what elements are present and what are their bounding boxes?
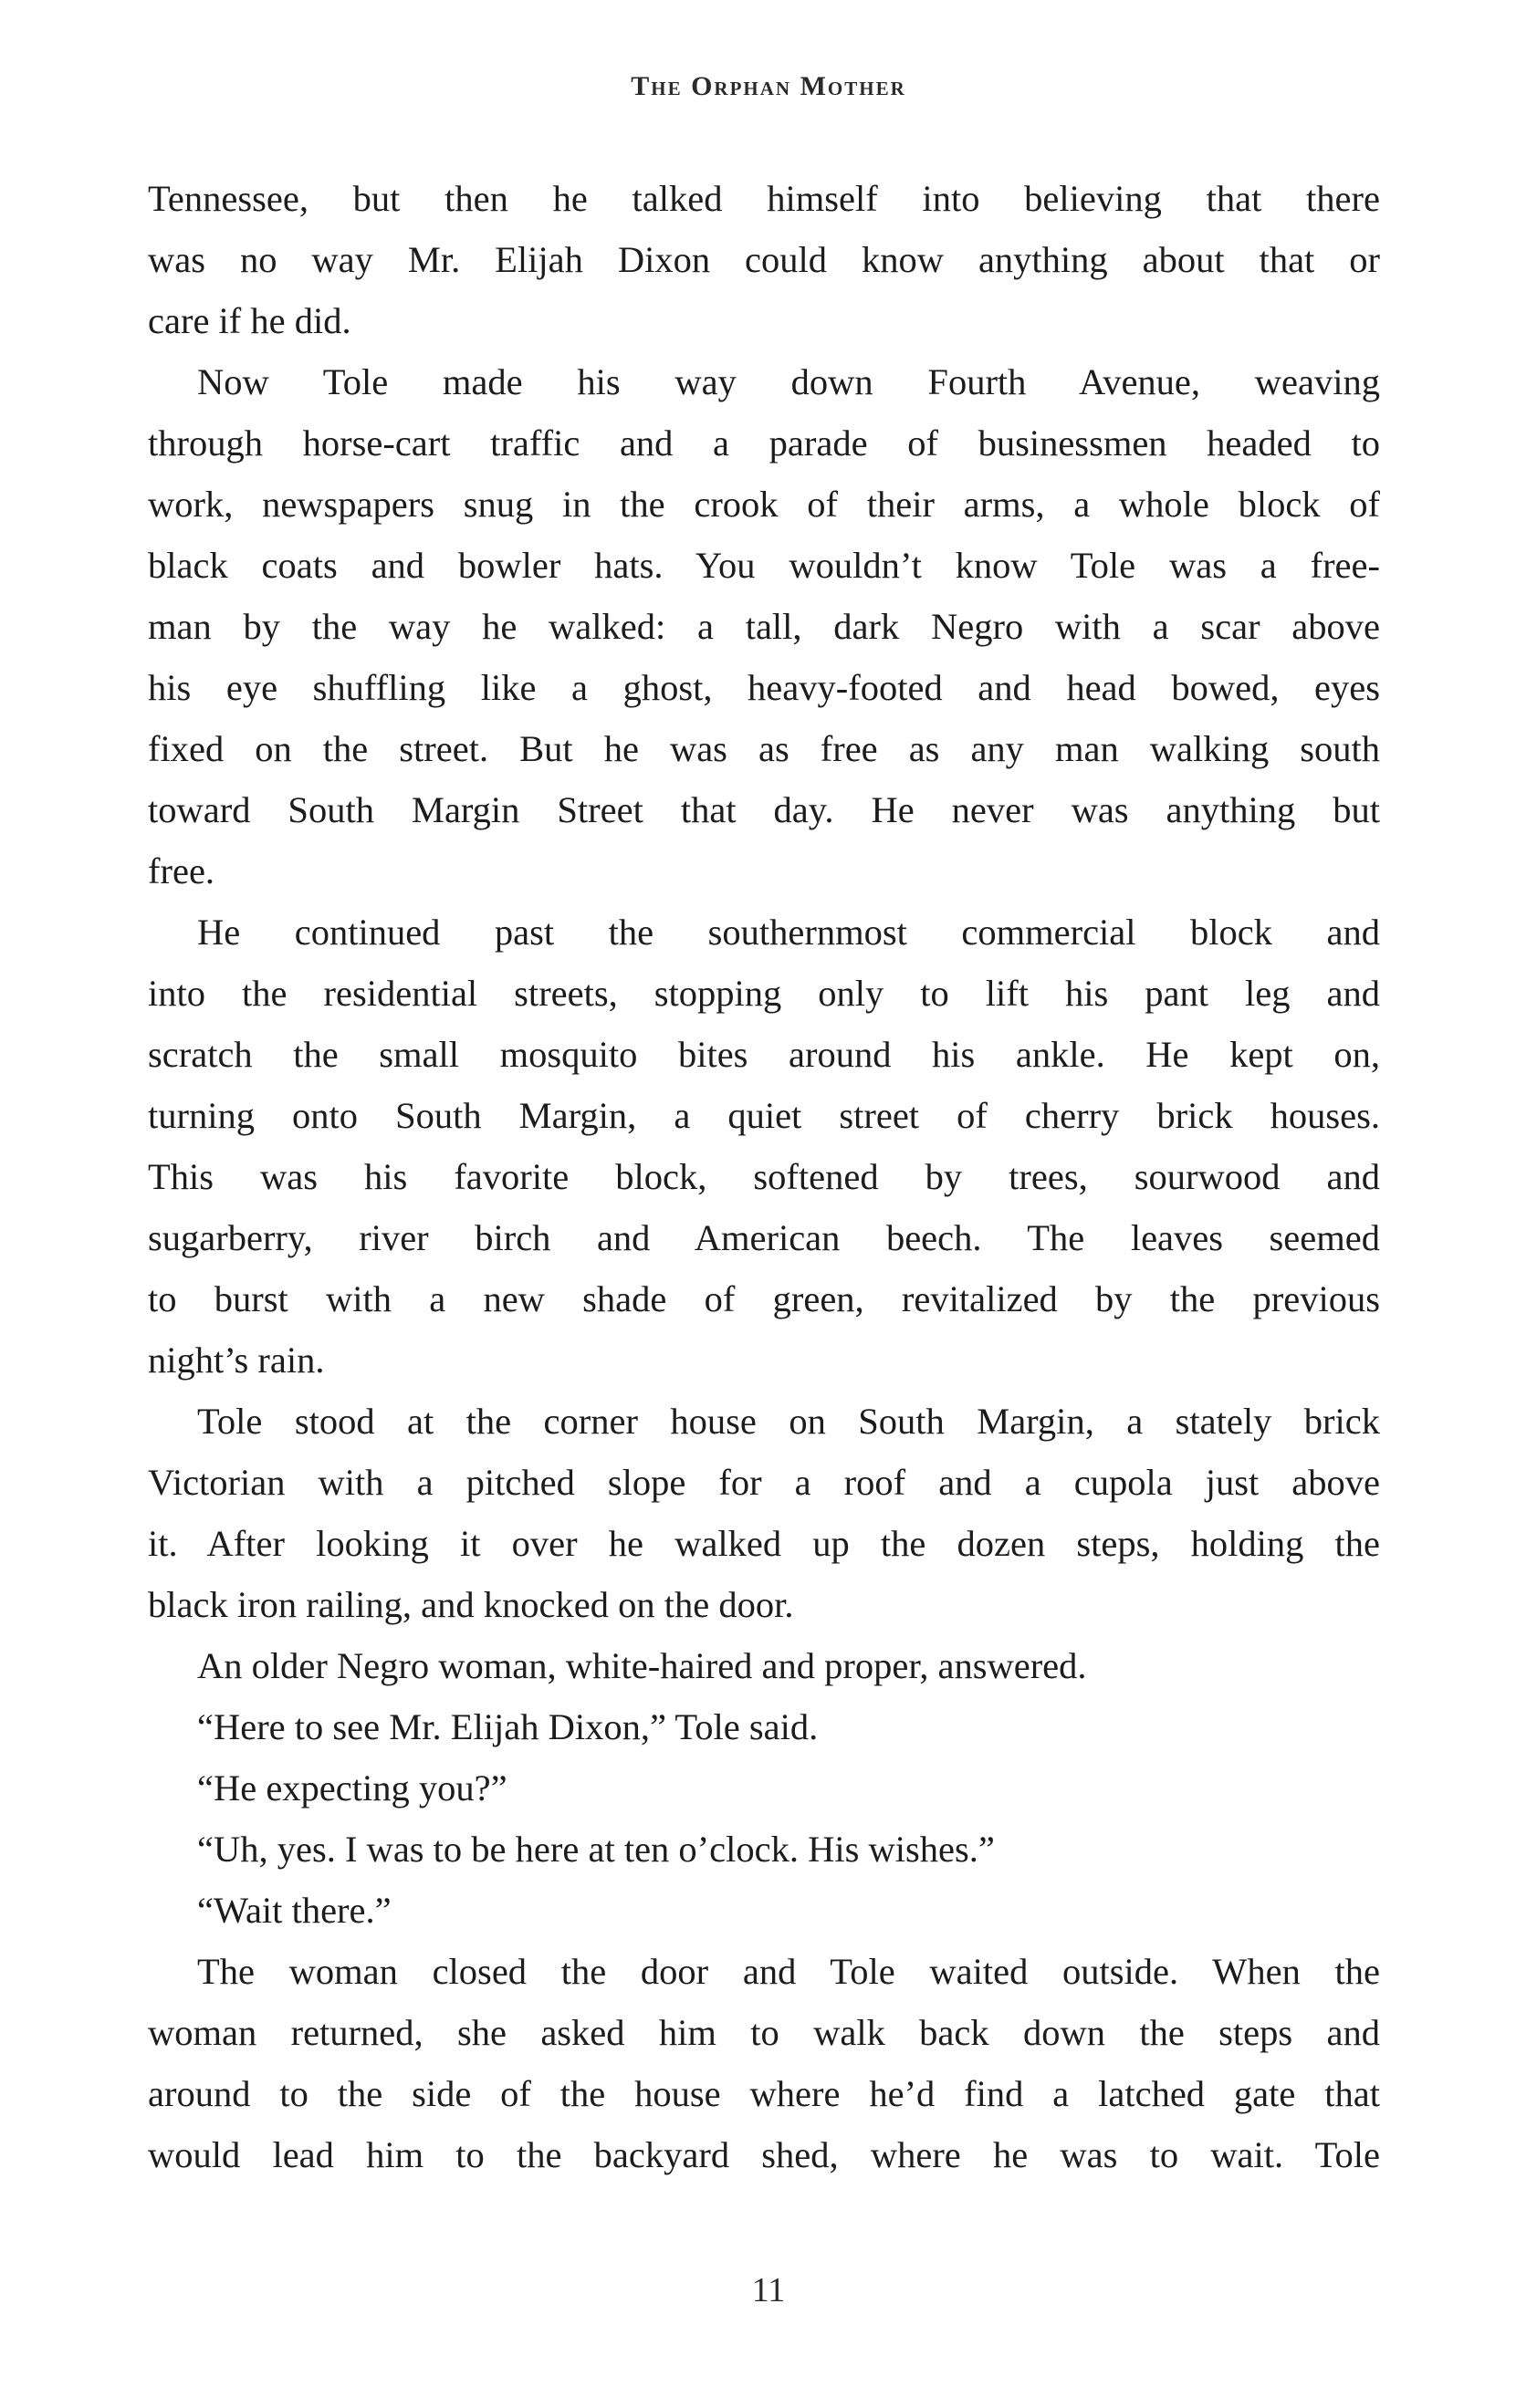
text-line: “Uh, yes. I was to be here at ten o’clock. His wishes.” xyxy=(197,1829,995,1870)
text-line: man by the way he walked: a tall, dark Negro with a scar above xyxy=(148,606,1380,647)
page-number: 11 xyxy=(751,2271,786,2309)
text-line: Tennessee, but then he talked himself into believing that there xyxy=(148,178,1380,219)
text-line: his eye shuffling like a ghost, heavy-footed and head bowed, eyes xyxy=(148,667,1380,708)
text-line: free. xyxy=(148,850,215,891)
text-line: into the residential streets, stopping only to lift his pant leg and xyxy=(148,973,1380,1014)
text-line: toward South Margin Street that day. He never was anything but xyxy=(148,789,1380,830)
body-text xyxy=(148,168,1380,2185)
text-line: woman returned, she asked him to walk back down the steps and xyxy=(148,2012,1380,2053)
text-line: was no way Mr. Elijah Dixon could know anything about that or xyxy=(148,239,1380,280)
text-line: turning onto South Margin, a quiet street of cherry brick houses. xyxy=(148,1095,1380,1136)
text-line: to burst with a new shade of green, revitalized by the previous xyxy=(148,1278,1380,1319)
text-line: The woman closed the door and Tole waited outside. When the xyxy=(197,1951,1380,1992)
text-line: “Wait there.” xyxy=(197,1890,392,1931)
text-line: around to the side of the house where he’d find a latched gate that xyxy=(148,2073,1380,2114)
text-line: would lead him to the backyard shed, where he was to wait. Tole xyxy=(148,2134,1380,2175)
text-line: fixed on the street. But he was as free as any man walking south xyxy=(148,728,1380,769)
text-line: sugarberry, river birch and American beech. The leaves seemed xyxy=(148,1217,1380,1258)
text-line: “Here to see Mr. Elijah Dixon,” Tole said. xyxy=(197,1706,819,1747)
text-line: He continued past the southernmost commercial block and xyxy=(197,912,1380,953)
text-line: Victorian with a pitched slope for a roof and a cupola just above xyxy=(148,1462,1380,1503)
text-line: black coats and bowler hats. You wouldn’t know Tole was a free- xyxy=(148,545,1380,586)
text-line: work, newspapers snug in the crook of their arms, a whole block of xyxy=(148,484,1380,525)
text-line: black iron railing, and knocked on the door. xyxy=(148,1584,794,1625)
running-head: The Orphan Mother xyxy=(631,71,906,101)
text-line: This was his favorite block, softened by trees, sourwood and xyxy=(148,1156,1380,1197)
text-line: it. After looking it over he walked up the dozen steps, holding the xyxy=(148,1523,1380,1564)
text-line: care if he did. xyxy=(148,300,351,341)
text-line: night’s rain. xyxy=(148,1340,325,1381)
text-line: Now Tole made his way down Fourth Avenue, weaving xyxy=(197,361,1380,402)
text-line: “He expecting you?” xyxy=(197,1767,507,1809)
text-line: scratch the small mosquito bites around his ankle. He kept on, xyxy=(148,1034,1380,1075)
text-line: An older Negro woman, white-haired and proper, answered. xyxy=(197,1645,1087,1686)
text-line: Tole stood at the corner house on South Margin, a stately brick xyxy=(197,1401,1380,1442)
text-line: through horse-cart traffic and a parade of businessmen headed to xyxy=(148,422,1380,464)
